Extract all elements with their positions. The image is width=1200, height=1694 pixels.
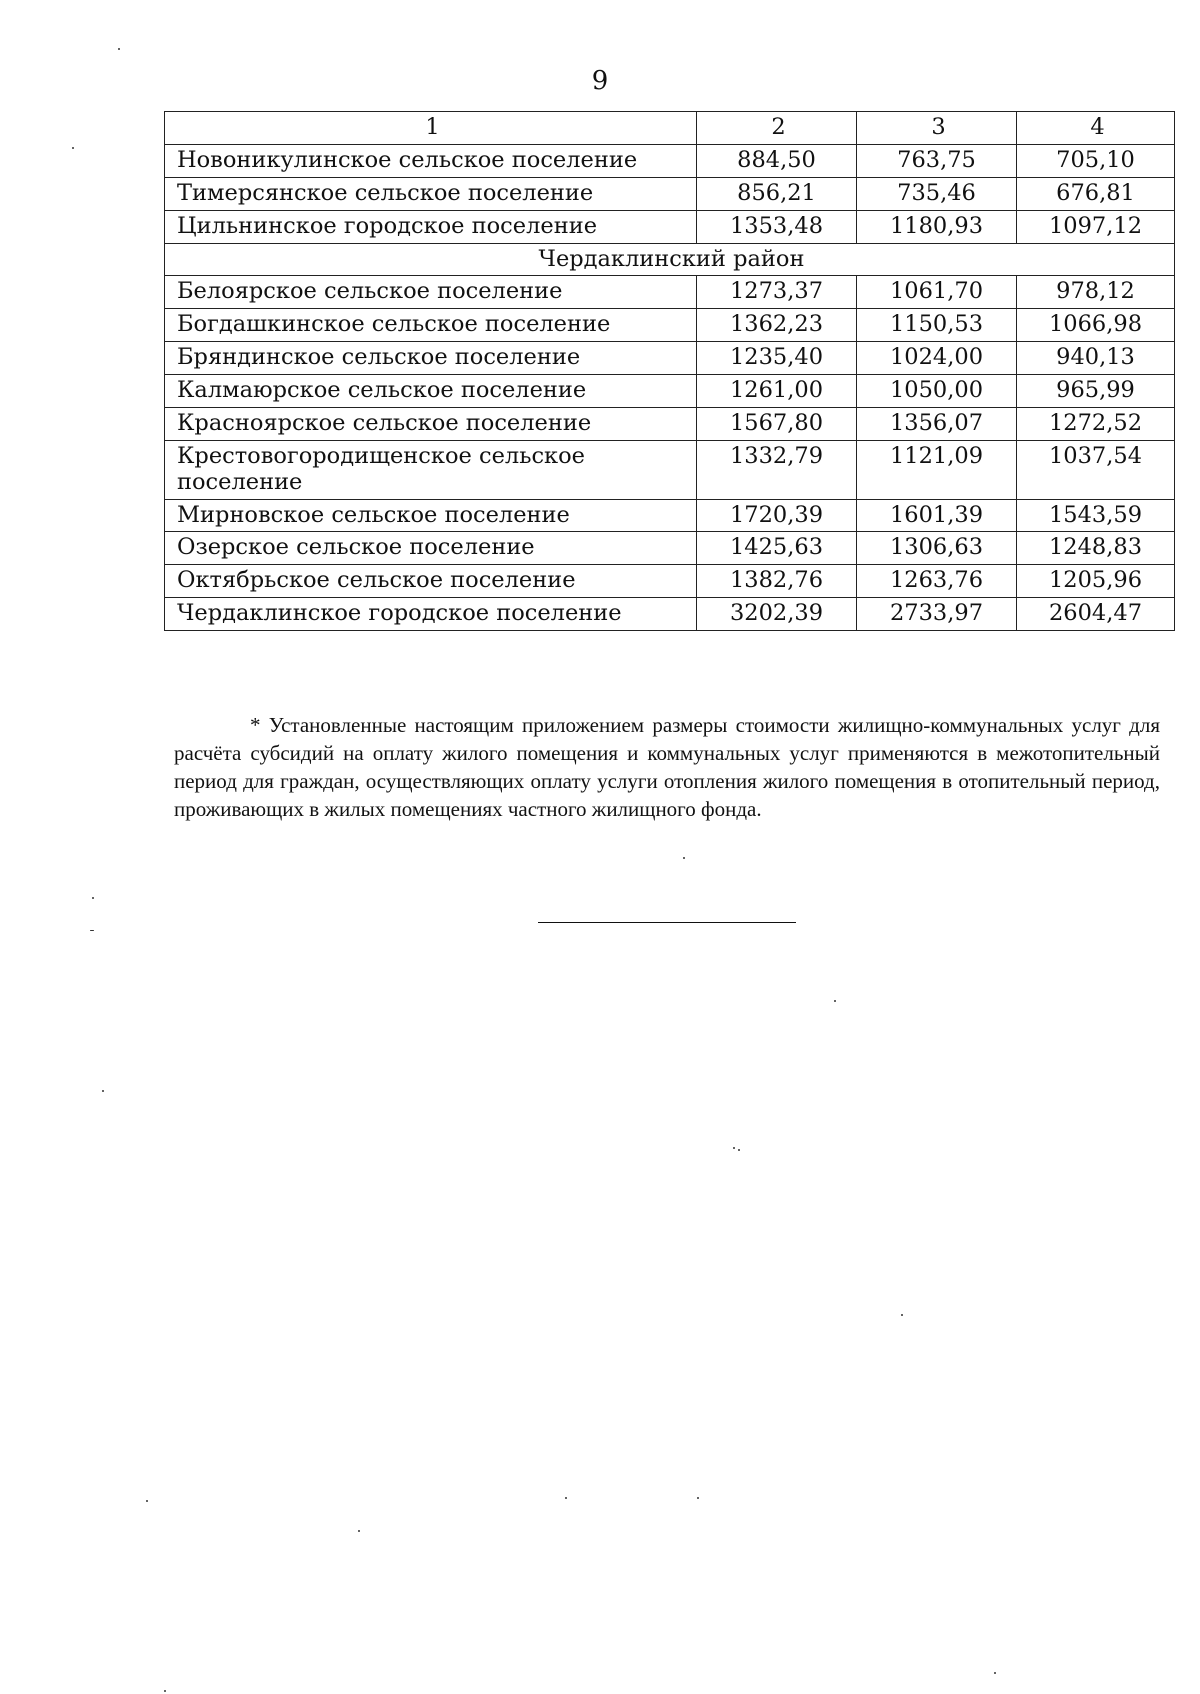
table-row [165, 532, 1175, 565]
column-header-3: 3 [857, 112, 1017, 145]
column-3-value-cell: 1601,39 [857, 499, 1017, 532]
settlement-name-cell: Бряндинское сельское поселение [165, 342, 697, 375]
column-2-value-cell: 1362,23 [697, 309, 857, 342]
scan-speck [683, 857, 685, 859]
column-4-value-cell: 1543,59 [1017, 499, 1175, 532]
scan-speck [733, 1147, 735, 1149]
scan-speck [565, 1497, 567, 1499]
table-row [165, 210, 1175, 243]
settlement-name-cell: Мирновское сельское поселение [165, 499, 697, 532]
settlement-name-cell: Красноярское сельское поселение [165, 407, 697, 440]
column-4-value-cell: 978,12 [1017, 276, 1175, 309]
table-row [165, 598, 1175, 631]
settlement-name-cell: Озерское сельское поселение [165, 532, 697, 565]
column-2-value-cell: 1235,40 [697, 342, 857, 375]
scan-speck [146, 1500, 148, 1502]
column-2-value-cell: 1425,63 [697, 532, 857, 565]
column-2-value-cell: 1261,00 [697, 375, 857, 408]
scan-speck [994, 1672, 996, 1674]
scan-speck [738, 1149, 740, 1151]
column-4-value-cell: 1205,96 [1017, 565, 1175, 598]
column-4-value-cell: 1066,98 [1017, 309, 1175, 342]
column-2-value-cell: 1720,39 [697, 499, 857, 532]
scan-speck [697, 1497, 699, 1499]
column-3-value-cell: 763,75 [857, 144, 1017, 177]
column-2-value-cell: 884,50 [697, 144, 857, 177]
district-name: Чердаклинский район [165, 243, 1175, 276]
column-3-value-cell: 1121,09 [857, 440, 1017, 499]
column-header-4: 4 [1017, 112, 1175, 145]
settlement-name-cell: Богдашкинское сельское поселение [165, 309, 697, 342]
column-header-2: 2 [697, 112, 857, 145]
column-2-value-cell: 1273,37 [697, 276, 857, 309]
column-3-value-cell: 1356,07 [857, 407, 1017, 440]
scan-speck [164, 1690, 166, 1692]
column-3-value-cell: 1050,00 [857, 375, 1017, 408]
column-4-value-cell: 965,99 [1017, 375, 1175, 408]
settlement-name-cell: Крестовогородищенское сельское поселение [165, 440, 697, 499]
column-4-value-cell: 940,13 [1017, 342, 1175, 375]
table-row [165, 565, 1175, 598]
column-2-value-cell: 1353,48 [697, 210, 857, 243]
column-3-value-cell: 1150,53 [857, 309, 1017, 342]
column-4-value-cell: 1037,54 [1017, 440, 1175, 499]
column-header-1: 1 [165, 112, 697, 145]
column-4-value-cell: 1248,83 [1017, 532, 1175, 565]
column-4-value-cell: 705,10 [1017, 144, 1175, 177]
table-row [165, 407, 1175, 440]
scan-speck [72, 147, 74, 149]
table-row [165, 177, 1175, 210]
scan-speck [901, 1314, 903, 1316]
scan-speck [102, 1090, 104, 1092]
column-4-value-cell: 2604,47 [1017, 598, 1175, 631]
page-number: 9 [591, 66, 609, 96]
settlement-name-cell: Тимерсянское сельское поселение [165, 177, 697, 210]
settlement-name-cell: Цильнинское городское поселение [165, 210, 697, 243]
table-row [165, 440, 1175, 499]
column-3-value-cell: 2733,97 [857, 598, 1017, 631]
column-4-value-cell: 1272,52 [1017, 407, 1175, 440]
column-2-value-cell: 1332,79 [697, 440, 857, 499]
column-3-value-cell: 1024,00 [857, 342, 1017, 375]
column-2-value-cell: 856,21 [697, 177, 857, 210]
column-2-value-cell: 1567,80 [697, 407, 857, 440]
column-3-value-cell: 1263,76 [857, 565, 1017, 598]
footnote: * Установленные настоящим приложением размеры стоимости жилищно-коммунальных услуг для расчёта субсидий на оплату жилого помещения и коммунальных услуг применяются в межотопительный период для граждан, осуществляющих оплату услуги отопления жилого помещения в отопительный период, проживающих в жилых помещениях частного жилищного фонда. [174, 713, 1160, 821]
column-3-value-cell: 1061,70 [857, 276, 1017, 309]
column-2-value-cell: 3202,39 [697, 598, 857, 631]
end-divider-line [538, 922, 796, 923]
scan-speck [90, 930, 94, 931]
column-2-value-cell: 1382,76 [697, 565, 857, 598]
table-body [165, 112, 1175, 631]
column-3-value-cell: 735,46 [857, 177, 1017, 210]
settlement-name-cell: Белоярское сельское поселение [165, 276, 697, 309]
settlement-name-cell: Октябрьское сельское поселение [165, 565, 697, 598]
column-4-value-cell: 1097,12 [1017, 210, 1175, 243]
table-row [165, 342, 1175, 375]
column-3-value-cell: 1180,93 [857, 210, 1017, 243]
table-row [165, 144, 1175, 177]
column-4-value-cell: 676,81 [1017, 177, 1175, 210]
scan-speck [92, 897, 94, 899]
settlement-name-cell: Калмаюрское сельское поселение [165, 375, 697, 408]
scan-speck [358, 1530, 360, 1532]
table-row [165, 276, 1175, 309]
scan-speck [118, 48, 120, 50]
table-row [165, 309, 1175, 342]
cost-table [164, 111, 1175, 631]
table-row [165, 499, 1175, 532]
scan-speck [834, 1000, 836, 1002]
district-header-row [165, 243, 1175, 276]
table-header-row [165, 112, 1175, 145]
column-3-value-cell: 1306,63 [857, 532, 1017, 565]
settlement-name-cell: Новоникулинское сельское поселение [165, 144, 697, 177]
table-row [165, 375, 1175, 408]
settlement-name-cell: Чердаклинское городское поселение [165, 598, 697, 631]
